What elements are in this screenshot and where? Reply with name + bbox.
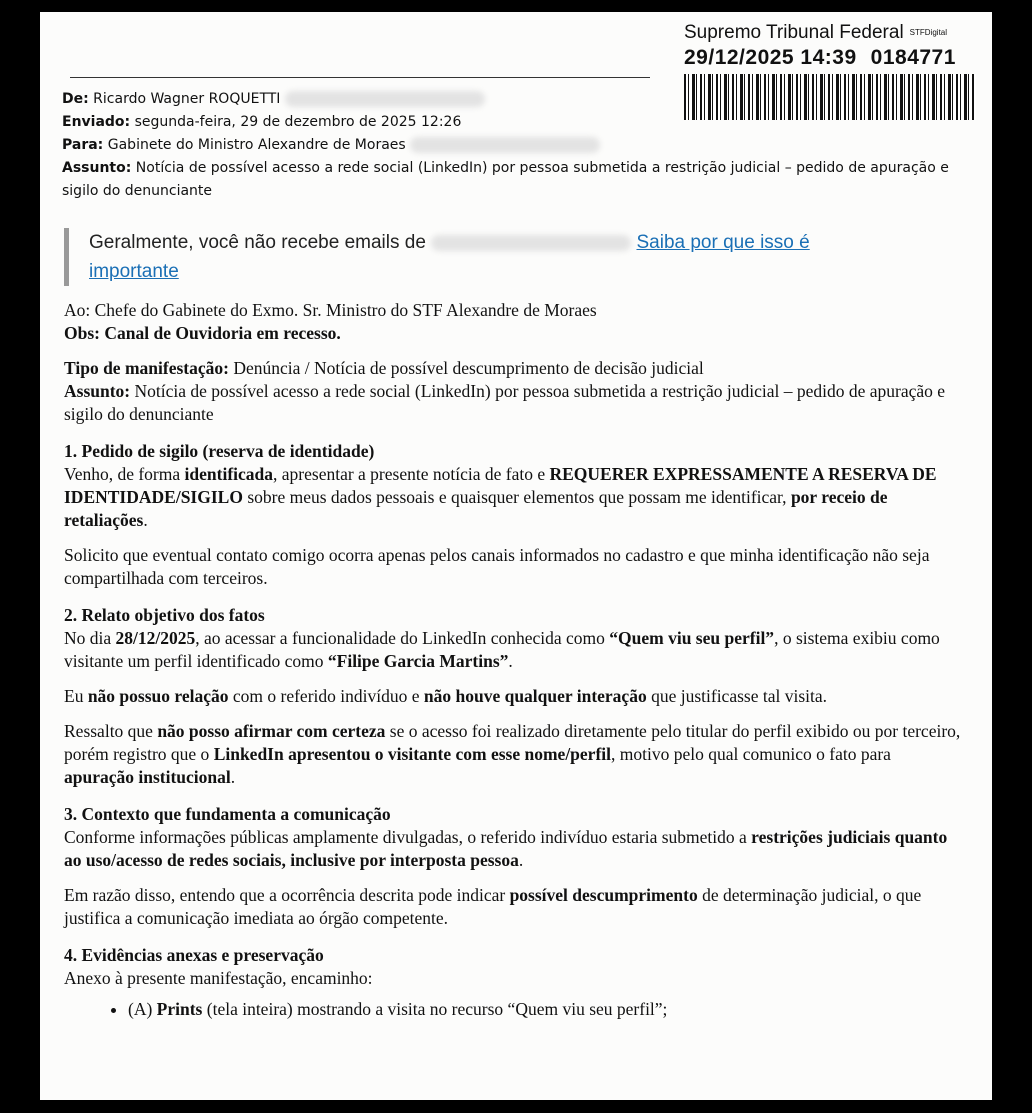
- section-1-paragraph-2: Solicito que eventual contato comigo ocorra apenas pelos canais informados no cadastro e que minha identificação não seja compartilhada com terceiros.: [64, 545, 930, 588]
- section-2-paragraph-1: No dia 28/12/2025, ao acessar a funcionalidade do LinkedIn conhecida como “Quem viu seu perfil”, o sistema exibiu como visitante um perfil identificado como “Filipe Garcia Martins”.: [64, 628, 940, 671]
- learn-more-link[interactable]: Saiba por que isso é importante: [89, 232, 810, 282]
- section-4-paragraph-1: Anexo à presente manifestação, encaminho:: [64, 968, 373, 988]
- stamp-number: 0184771: [870, 46, 956, 69]
- stamp-line: [684, 46, 984, 70]
- external-sender-notice: Geralmente, você não recebe emails de Saiba por que isso é importante: [64, 228, 969, 286]
- stamp-org: Supremo Tribunal Federal STFDigital: [684, 22, 948, 43]
- scanned-document: [40, 12, 992, 1100]
- email-header: [62, 88, 962, 203]
- email-subject: Assunto: Notícia de possível acesso a rede social (LinkedIn) por pessoa submetida a restrição judicial – pedido de apuração e sigilo do denunciante: [62, 160, 949, 199]
- evidence-list: [64, 998, 964, 1021]
- stamp-sub: STFDigital: [909, 28, 948, 38]
- header-divider: [70, 77, 650, 78]
- email-sent: Enviado: segunda-feira, 29 de dezembro de 2025 12:26: [62, 114, 462, 130]
- letter-ao: Ao: Chefe do Gabinete do Exmo. Sr. Ministro do STF Alexandre de Moraes: [64, 300, 597, 320]
- redaction-blur: [410, 137, 600, 153]
- redaction-blur: [431, 235, 631, 251]
- section-2-paragraph-3: Ressalto que não posso afirmar com certeza se o acesso foi realizado diretamente pelo titular do perfil exibido ou por terceiro, porém registro que o LinkedIn apresentou o visitante com esse nome/perfil, motivo pelo qual comunico o fato para apuração institucional.: [64, 721, 961, 787]
- section-2-title: 2. Relato objetivo dos fatos: [64, 605, 265, 625]
- section-3-title: 3. Contexto que fundamenta a comunicação: [64, 804, 391, 824]
- redaction-blur: [285, 91, 485, 107]
- section-3-paragraph-2: Em razão disso, entendo que a ocorrência descrita pode indicar possível descumprimento de determinação judicial, o que justifica a comunicação imediata ao órgão competente.: [64, 885, 922, 928]
- letter-tipo: Tipo de manifestação: Denúncia / Notícia de possível descumprimento de decisão judicial: [64, 358, 704, 378]
- section-1-paragraph-1: Venho, de forma identificada, apresentar a presente notícia de fato e REQUERER EXPRESSAMENTE A RESERVA DE IDENTIDADE/SIGILO sobre meus dados pessoais e quaisquer elementos que possam me identificar, por receio de retaliações.: [64, 464, 937, 530]
- letter-body: [64, 299, 964, 1021]
- email-to: Para: Gabinete do Ministro Alexandre de Moraes: [62, 134, 962, 157]
- letter-obs: Obs: Canal de Ouvidoria em recesso.: [64, 323, 341, 343]
- section-4-title: 4. Evidências anexas e preservação: [64, 945, 324, 965]
- stamp-datetime: 29/12/2025 14:39: [684, 46, 857, 69]
- letter-assunto: Assunto: Notícia de possível acesso a rede social (LinkedIn) por pessoa submetida a restrição judicial – pedido de apuração e sigilo do denunciante: [64, 381, 946, 424]
- list-item: • (A) Prints (tela inteira) mostrando a visita no recurso “Quem viu seu perfil”;: [128, 998, 964, 1021]
- section-1-title: 1. Pedido de sigilo (reserva de identidade): [64, 441, 375, 461]
- section-2-paragraph-2: Eu não possuo relação com o referido indivíduo e não houve qualquer interação que justificasse tal visita.: [64, 686, 828, 706]
- email-from: De: Ricardo Wagner ROQUETTI: [62, 88, 962, 111]
- section-3-paragraph-1: Conforme informações públicas amplamente divulgadas, o referido indivíduo estaria submetido a restrições judiciais quanto ao uso/acesso de redes sociais, inclusive por interposta pessoa.: [64, 827, 948, 870]
